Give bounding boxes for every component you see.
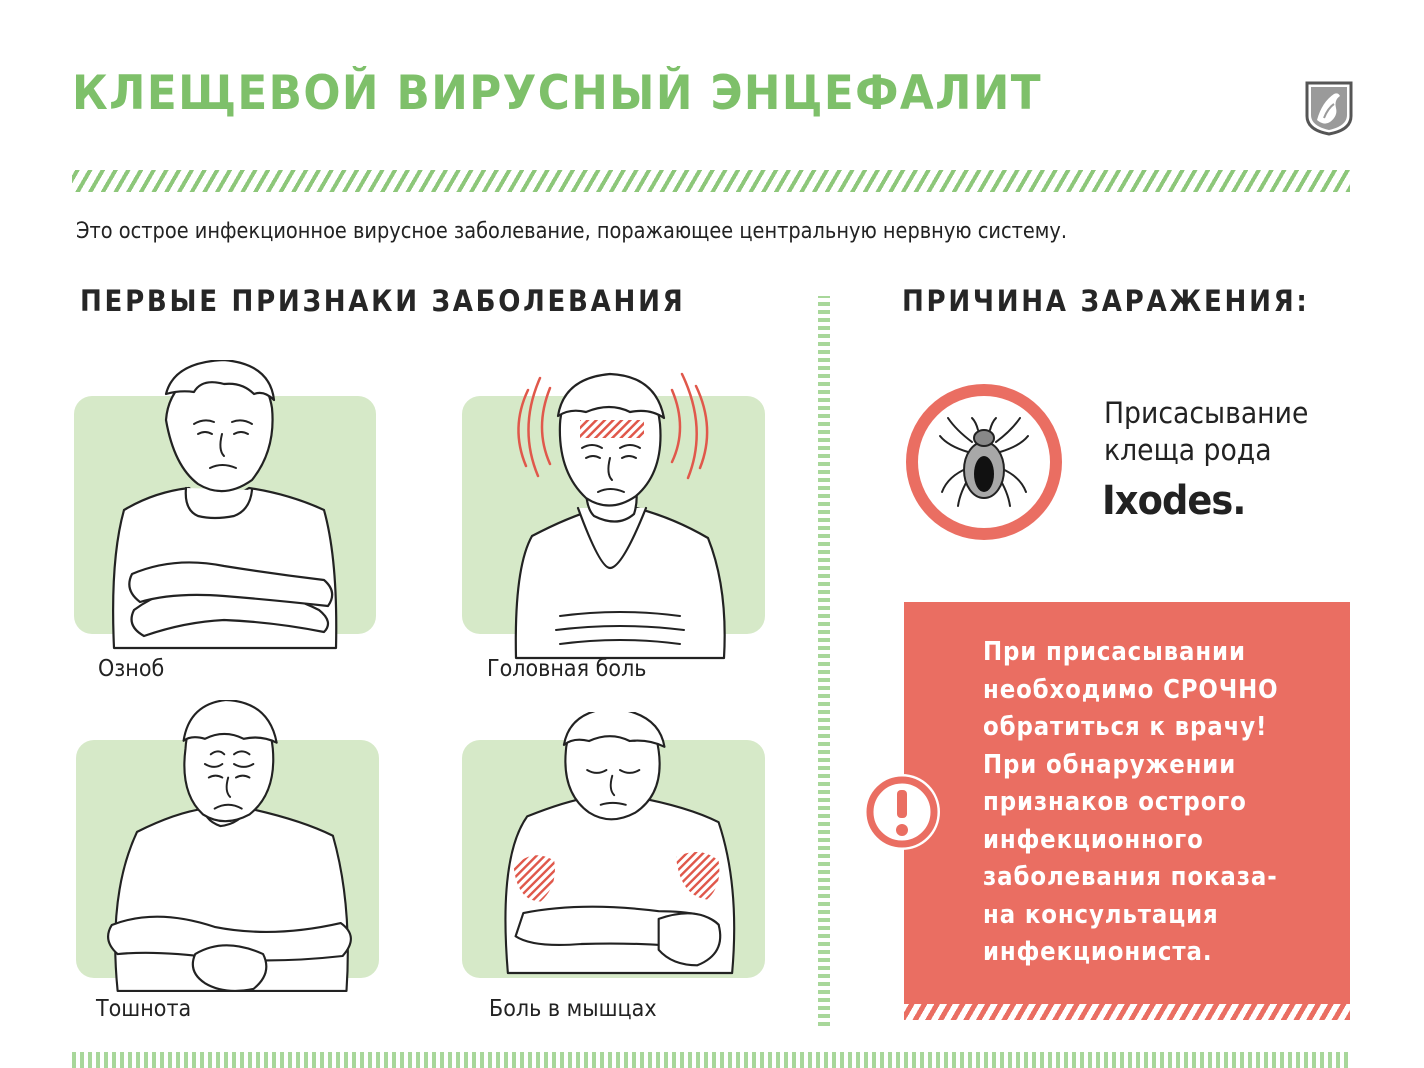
warning-line: обратиться к врачу! <box>983 712 1268 742</box>
warning-line: При обнаружении <box>983 749 1237 780</box>
warning-line: заболевания показа- <box>983 862 1278 892</box>
warning-line: необходимо СРОЧНО <box>983 674 1279 705</box>
symptom-card-muscle-pain <box>460 712 780 1030</box>
cause-heading: ПРИЧИНА ЗАРАЖЕНИЯ: <box>902 284 1310 318</box>
symptom-card-headache <box>460 368 770 682</box>
warning-line: на консультация <box>983 899 1219 930</box>
warning-line: признаков острого <box>983 787 1247 817</box>
headache-figure-icon <box>460 368 770 668</box>
nausea-figure-icon <box>74 700 394 1020</box>
warning-text <box>983 634 1343 972</box>
vertical-divider <box>818 296 830 1026</box>
exclamation-icon <box>860 770 944 854</box>
symptom-label-muscle-pain: Боль в мышцах <box>489 996 657 1022</box>
header-stripe-divider <box>72 170 1350 192</box>
chills-figure-icon <box>74 360 384 660</box>
warning-stripe <box>904 1004 1350 1020</box>
cause-text-line-2: клеща рода <box>1104 433 1272 467</box>
symptom-card-chills <box>74 360 384 682</box>
footer-stripe-divider <box>72 1052 1350 1068</box>
symptom-label-nausea: Тошнота <box>96 996 192 1022</box>
warning-line: При присасывании <box>983 637 1246 667</box>
symptom-card-nausea <box>74 700 394 1030</box>
cause-text-line-1: Присасывание <box>1104 396 1309 430</box>
symptoms-heading: ПЕРВЫЕ ПРИЗНАКИ ЗАБОЛЕВАНИЯ <box>80 284 686 318</box>
cause-genus-name: Ixodes. <box>1102 478 1246 524</box>
warning-line: инфекционного <box>983 824 1204 855</box>
moscow-emblem-icon <box>1304 80 1354 136</box>
warning-line: инфекциониста. <box>983 937 1213 967</box>
tick-icon <box>904 382 1064 542</box>
symptom-label-chills: Озноб <box>98 656 165 682</box>
page-title: КЛЕЩЕВОЙ ВИРУСНЫЙ ЭНЦЕФАЛИТ <box>72 66 1042 121</box>
intro-text: Это острое инфекционное вирусное заболевание, поражающее центральную нервную систему. <box>76 219 1068 244</box>
muscle-pain-figure-icon <box>460 712 780 1002</box>
symptom-label-headache: Головная боль <box>487 656 647 682</box>
